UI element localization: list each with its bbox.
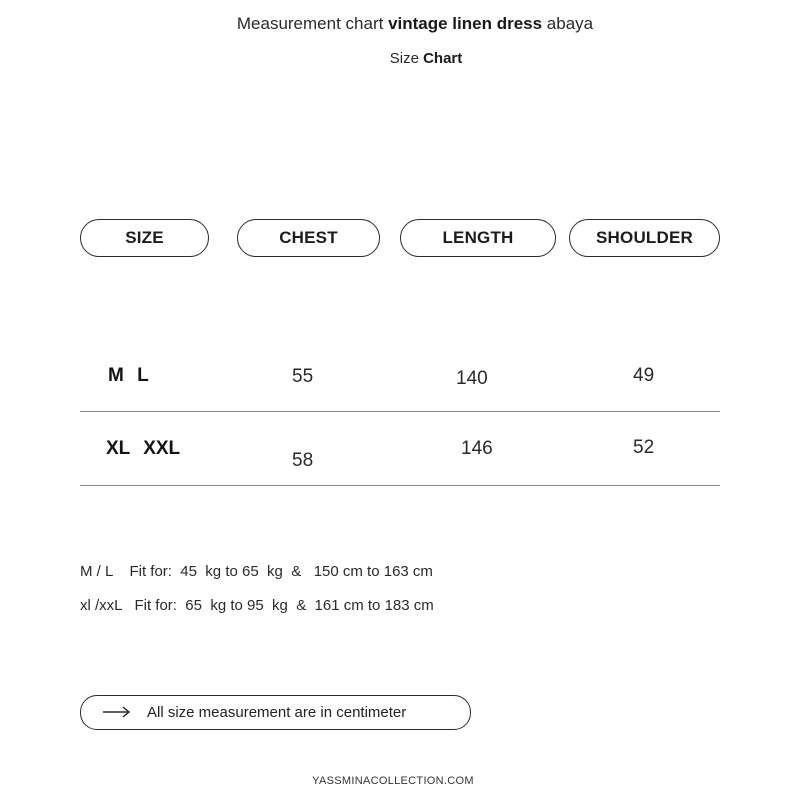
title-prefix: Measurement chart <box>236 14 389 33</box>
footer-website: YASSMINACOLLECTION.COM <box>312 775 474 787</box>
row-2-length: 146 <box>461 438 493 459</box>
chart-title <box>0 14 800 34</box>
row-2-chest: 58 <box>292 450 314 471</box>
row-2-shoulder: 52 <box>633 437 655 458</box>
title-product-name: vintage linen dress <box>388 14 543 33</box>
chart-subtitle <box>0 50 800 67</box>
row-2-size: XL XXL <box>106 438 181 459</box>
row-1-size: M L <box>108 365 149 386</box>
header-shoulder: SHOULDER <box>569 219 720 257</box>
measurement-note <box>80 695 471 730</box>
title-suffix: abaya <box>542 14 594 33</box>
header-chest: CHEST <box>237 219 380 257</box>
header-length: LENGTH <box>400 219 556 257</box>
row-1-chest: 55 <box>292 366 314 387</box>
header-size: SIZE <box>80 219 209 257</box>
arrow-right-icon <box>103 705 131 719</box>
subtitle-prefix: Size <box>389 50 424 67</box>
fit-line-xl-xxl: xl /xxL Fit for: 65 kg to 95 kg & 161 cm to 183 cm <box>80 597 434 614</box>
fit-line-m-l: M / L Fit for: 45 kg to 65 kg & 150 cm to 163 cm <box>80 563 433 580</box>
note-text: All size measurement are in centimeter <box>147 704 407 721</box>
table-bottom-rule <box>80 485 720 486</box>
row-1-length: 140 <box>456 368 488 389</box>
row-divider <box>80 411 720 412</box>
row-1-shoulder: 49 <box>633 365 655 386</box>
subtitle-bold: Chart <box>423 50 463 67</box>
